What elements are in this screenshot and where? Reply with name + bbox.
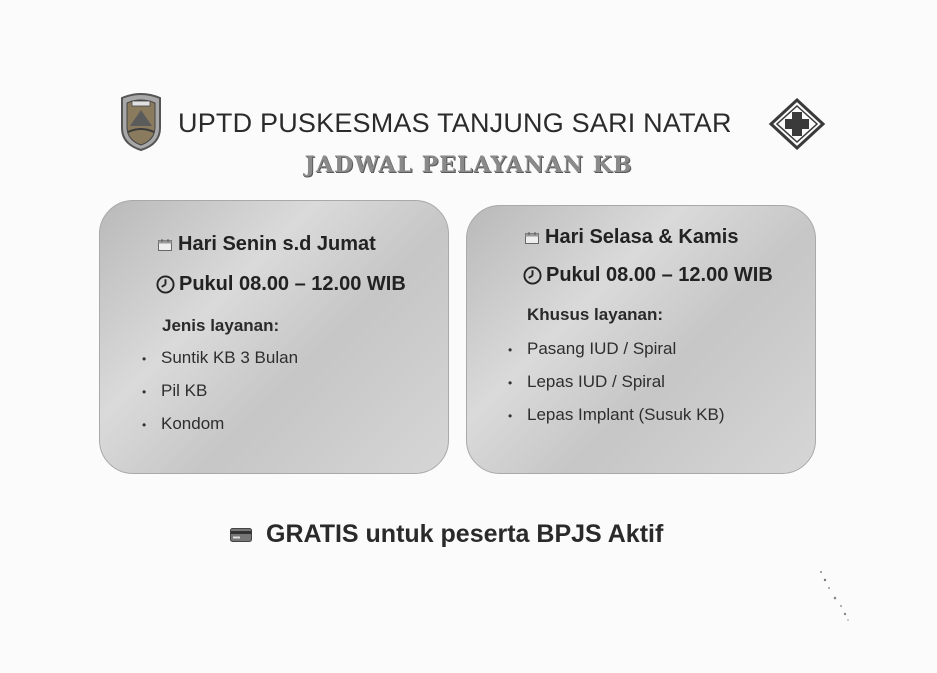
bullet: • [142, 385, 147, 399]
clock-icon [156, 275, 175, 294]
day-row [158, 233, 376, 256]
day-text: Hari Selasa & Kamis [545, 226, 739, 248]
bullet: • [508, 343, 513, 357]
regency-crest-icon [118, 92, 164, 152]
service-type-label: Jenis layanan: [162, 316, 280, 335]
puskesmas-cross-icon [768, 98, 826, 150]
schedule-heading: JADWAL PELAYANAN KB [304, 152, 633, 178]
list-item: Pasang IUD / Spiral [527, 339, 677, 358]
clock-icon [523, 266, 542, 285]
header [118, 92, 828, 152]
page-title: UPTD PUSKESMAS TANJUNG SARI NATAR [178, 108, 732, 138]
calendar-icon [525, 232, 539, 244]
list-item: Suntik KB 3 Bulan [161, 348, 299, 367]
list-item: Lepas Implant (Susuk KB) [527, 405, 725, 424]
time-row [523, 264, 773, 287]
schedule-card-weekdays [99, 200, 449, 474]
list-item: Kondom [161, 414, 225, 433]
bullet: • [508, 376, 513, 390]
day-row [525, 226, 738, 249]
list-item: Lepas IUD / Spiral [527, 372, 665, 391]
list-item: Pil KB [161, 381, 208, 400]
time-row [156, 273, 406, 296]
footer-note [230, 520, 663, 549]
schedule-card-tue-thu [466, 205, 816, 474]
service-type-label: Khusus layanan: [527, 305, 664, 324]
day-text: Hari Senin s.d Jumat [178, 233, 376, 255]
bullet: • [142, 352, 147, 366]
card-icon [230, 528, 252, 542]
paper-smudge [815, 568, 855, 623]
bullet: • [142, 418, 147, 432]
bullet: • [508, 409, 513, 423]
time-text: Pukul 08.00 – 12.00 WIB [546, 264, 773, 286]
footer-text: GRATIS untuk peserta BPJS Aktif [266, 520, 664, 548]
time-text: Pukul 08.00 – 12.00 WIB [179, 273, 406, 295]
calendar-icon [158, 239, 172, 251]
